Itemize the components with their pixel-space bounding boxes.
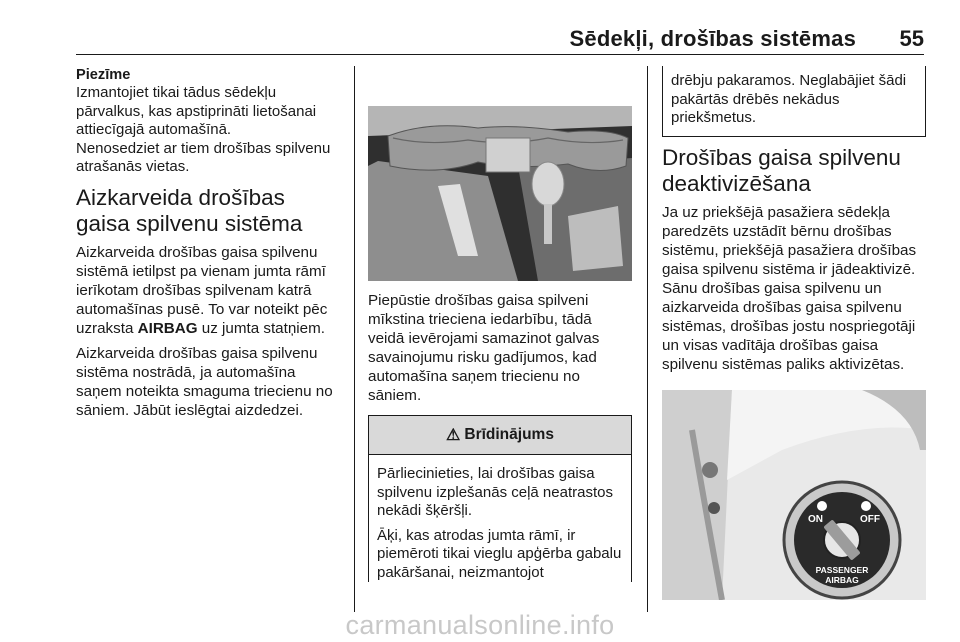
illustration-caption: Piepūstie drošības gaisa spilveni mīkstina trieciena iedarbību, tādā veidā ievērojami samazinot galvas savainojumu risku gadījumos, kad automašīna saņem triecienu no sāniem. [368,292,600,404]
paragraph-curtain-airbag-2: Aizkarveida drošības gaisa spilvenu sistēma nostrādā, ja automašīna saņem noteikta smaguma triecienu no sāniem. Jābūt ieslēgtai aizdedzei. [76,344,333,419]
curtain-airbag-illustration [368,66,632,281]
section-heading-curtain-airbag: Aizkarveida drošības gaisa spilvenu sistēma [76,184,303,236]
header-rule [76,54,924,55]
page-header-title: Sēdekļi, drošības sistēmas [569,26,856,51]
warning-paragraph-1: Pārliecinieties, lai drošības gaisa spilvenu izplešanās ceļā neatrastos nekādi šķēršļi. [377,465,613,519]
paragraph-curtain-airbag-1: Aizkarveida drošības gaisa spilvenu sistēmā ietilpst pa vienam jumta rāmī ierīkotam drošības spilvenam katrā automašīnas pusē. To var noteikt pēc uzraksta AIRBAG uz jumta statņiem. [76,243,328,337]
note-block [76,66,344,177]
seat-off-icon [861,501,871,511]
switch-off-label: OFF [860,513,880,525]
note-line-1: Izmantojiet tikai tādus sēdekļu pārvalkus, kas apstiprināti lietošanai attiecīgajā automašīnā. [76,84,317,138]
column-divider-1 [354,66,355,612]
column-divider-2 [647,66,648,612]
warning-triangle-icon: ⚠ [446,427,461,444]
curtain-airbag-image [368,66,632,281]
warning-body [369,455,631,582]
switch-on-label: ON [808,513,823,525]
page-number: 55 [899,26,924,51]
column-3 [662,66,926,600]
column-2 [368,66,632,582]
airbag-switch-illustration [662,390,926,600]
paragraph-airbag-deactivation: Ja uz priekšējā pasažiera sēdekļa paredzēts uzstādīt bērnu drošības sistēmu, priekšējā pasažiera drošības gaisa spilvenu sistēma ir jādeaktivizē. Sānu drošības gaisa spilvenu un aizkarveida drošības gaisa spilvenu sistēmas, drošības jostu nospriegotāji un visas vadītāja drošības gaisa spilvenu sistēmas paliks aktivizētas. [662,203,917,373]
warning-title: Brīdinājums [464,426,554,443]
switch-label-passenger: PASSENGER [815,564,869,575]
warning-box [368,415,632,582]
airbag-label-bold: AIRBAG [137,319,198,337]
warning-header [369,416,631,455]
column-1 [76,66,344,426]
warning-continuation-text: drēbju pakaramos. Neglabājiet šādi pakārtās drēbēs nekādus priekšmetus. [671,72,907,126]
section-heading-airbag-deactivation: Drošības gaisa spilvenu deaktivizēšana [662,144,901,196]
note-title: Piezīme [76,67,131,83]
switch-label-airbag: AIRBAG [825,574,859,585]
warning-box-continuation [662,66,926,137]
watermark: carmanualsonline.info [345,610,615,640]
airbag-switch-image [662,390,926,600]
warning-paragraph-2: Āķi, kas atrodas jumta rāmī, ir piemēroti tikai vieglu apģērba gabalu pakāršanai, neizmantojot [377,526,622,581]
seat-on-icon [817,501,827,511]
note-line-2: Nenosedziet ar tiem drošības spilvenu atrašanās vietas. [76,139,331,175]
